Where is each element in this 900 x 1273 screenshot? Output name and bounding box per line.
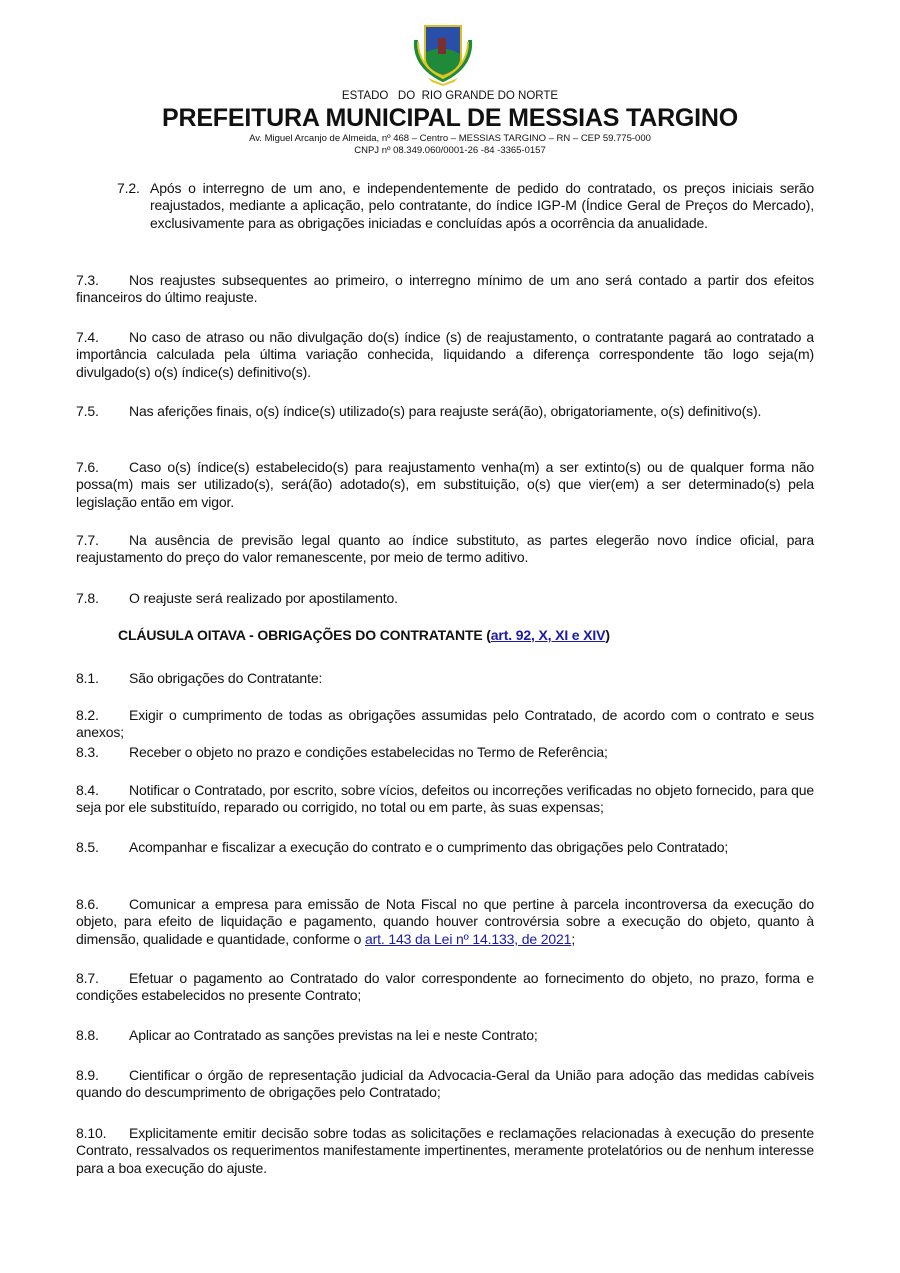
paragraph-text: Notificar o Contratado, por escrito, sobre vícios, defeitos ou incorreções verificadas no objeto fornecido, para que seja por ele substituído, reparado ou corrigido, no total ou em parte, às suas expensas; [76, 782, 814, 816]
paragraph-number: 8.4. [76, 782, 99, 798]
paragraph-number: 7.5. [76, 403, 99, 419]
paragraph-8-6 [76, 896, 814, 948]
cnpj: CNPJ nº 08.349.060/0001-26 -84 -3365-0157 [354, 145, 546, 156]
state-name: ESTADO DO RIO GRANDE DO NORTE [341, 90, 559, 102]
paragraph-number: 8.1. [76, 670, 99, 686]
paragraph-7-4 [76, 329, 814, 381]
paragraph-number: 7.3. [76, 272, 99, 288]
paragraph-text: Comunicar a empresa para emissão de Nota Fiscal no que pertine à parcela incontroversa da execução do objeto, para efeito de liquidação e pagamento, quando houver controvérsia sobre a execução do objeto, quanto à dimensão, qualidade e quantidade, conforme o [76, 896, 814, 947]
paragraph-text: Cientificar o órgão de representação judicial da Advocacia-Geral da União para adoção das medidas cabíveis quando do descumprimento de obrigações pelo Contratado; [76, 1067, 814, 1101]
coat-of-arms-logo [410, 22, 476, 86]
clause-title: CLÁUSULA OITAVA - OBRIGAÇÕES DO CONTRATANTE ( [118, 627, 491, 643]
paragraph-text: Aplicar ao Contratado as sanções previstas na lei e neste Contrato; [129, 1027, 538, 1043]
paragraph-number: 8.8. [76, 1027, 99, 1043]
paragraph-7-7 [76, 532, 814, 567]
law-link[interactable]: art. 143 da Lei nº 14.133, de 2021 [365, 930, 572, 947]
paragraph-number: 8.6. [76, 896, 99, 912]
paragraph-text-end: ; [571, 930, 576, 947]
paragraph-text: São obrigações do Contratante: [129, 670, 323, 686]
paragraph-text: Nos reajustes subsequentes ao primeiro, o interregno mínimo de um ano será contado a partir dos efeitos financeiros do último reajuste. [76, 272, 814, 306]
paragraph-text: Acompanhar e fiscalizar a execução do contrato e o cumprimento das obrigações pelo Contratado; [129, 839, 729, 855]
paragraph-number: 7.4. [76, 329, 99, 345]
paragraph-8-2 [76, 707, 814, 742]
paragraph-number: 8.9. [76, 1067, 99, 1083]
paragraph-8-3 [76, 744, 814, 761]
paragraph-8-1 [76, 670, 814, 687]
paragraph-number: 7.2. [117, 180, 140, 196]
paragraph-number: 7.6. [76, 459, 99, 475]
paragraph-text: Exigir o cumprimento de todas as obrigações assumidas pelo Contratado, de acordo com o contrato e seus anexos; [76, 707, 814, 741]
paragraph-number: 7.8. [76, 590, 99, 606]
paragraph-text: Receber o objeto no prazo e condições estabelecidas no Termo de Referência; [129, 744, 608, 760]
paragraph-8-8 [76, 1027, 814, 1044]
paragraph-text: Nas aferições finais, o(s) índice(s) utilizado(s) para reajuste será(ão), obrigatoriamente, o(s) definitivo(s). [129, 403, 762, 419]
paragraph-8-4 [76, 782, 814, 817]
paragraph-number: 8.5. [76, 839, 99, 855]
paragraph-text: Após o interregno de um ano, e independentemente de pedido do contratado, os preços iniciais serão reajustados, mediante a aplicação, pelo contratante, do índice IGP-M (Índice Geral de Preços do Mercado), exclusivamente para as obrigações iniciadas e concluídas após a ocorrência da anualidade. [150, 180, 814, 231]
paragraph-number: 8.10. [76, 1125, 107, 1141]
paragraph-number: 7.7. [76, 532, 99, 548]
paragraph-number: 8.3. [76, 744, 99, 760]
paragraph-text: O reajuste será realizado por apostilamento. [129, 590, 398, 606]
paragraph-text: Na ausência de previsão legal quanto ao índice substituto, as partes elegerão novo índice oficial, para reajustamento do preço do valor remanescente, por meio de termo aditivo. [76, 532, 814, 566]
paragraph-8-5 [76, 839, 814, 856]
paragraph-8-9 [76, 1067, 814, 1102]
page-title: PREFEITURA MUNICIPAL DE MESSIAS TARGINO [161, 104, 739, 132]
paragraph-7-5 [76, 403, 814, 420]
paragraph-text: Caso o(s) índice(s) estabelecido(s) para reajustamento venha(m) a ser extinto(s) ou de qualquer forma não possa(m) mais ser utilizado(s), será(ão) adotado(s), em substituição, o(s) que vier(em) a ser determinado(s) pela legislação então em vigor. [76, 459, 814, 510]
paragraph-number: 8.2. [76, 707, 99, 723]
clause-law-link[interactable]: art. 92, X, XI e XIV [490, 627, 606, 643]
paragraph-7-3 [76, 272, 814, 307]
paragraph-7-6 [76, 459, 814, 511]
paragraph-8-10 [76, 1125, 814, 1177]
clause-title-end: ) [605, 627, 610, 643]
paragraph-7-2 [117, 180, 814, 232]
paragraph-number: 8.7. [76, 970, 99, 986]
paragraph-text: Explicitamente emitir decisão sobre todas as solicitações e reclamações relacionadas à execução do presente Contrato, ressalvados os requerimentos manifestamente impertinentes, meramente protelatórios ou de nenhum interesse para a boa execução do ajuste. [76, 1125, 814, 1176]
paragraph-8-7 [76, 970, 814, 1005]
paragraph-text: No caso de atraso ou não divulgação do(s) índice (s) de reajustamento, o contratante pagará ao contratado a importância calculada pela última variação conhecida, liquidando a diferença correspondente tão logo seja(m) divulgado(s) o(s) índice(s) definitivo(s). [76, 329, 814, 380]
paragraph-7-8 [76, 590, 814, 607]
clause-heading [118, 627, 610, 643]
paragraph-text: Efetuar o pagamento ao Contratado do valor correspondente ao fornecimento do objeto, no prazo, forma e condições estabelecidos no presente Contrato; [76, 970, 814, 1004]
address: Av. Miguel Arcanjo de Almeida, nº 468 – Centro – MESSIAS TARGINO – RN – CEP 59.775-000 [249, 133, 651, 144]
